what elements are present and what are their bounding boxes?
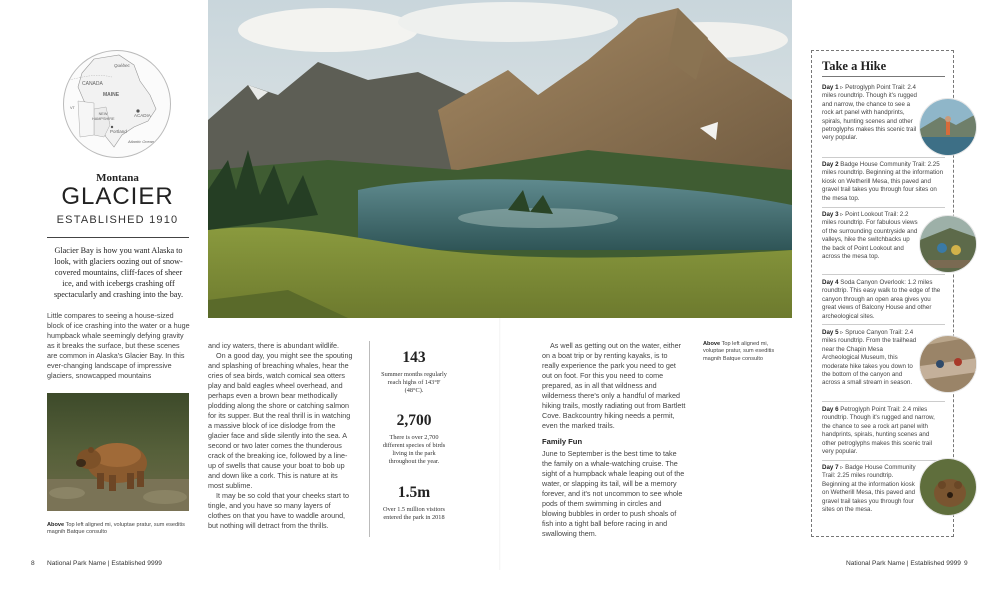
column-1-paragraph-1: and icy waters, there is abundant wildlife. xyxy=(208,341,340,350)
hike-day-4 xyxy=(822,279,945,321)
hike-day-label: Day 5 xyxy=(822,329,839,336)
caption-label: Above xyxy=(47,522,65,528)
hike-day-label: Day 1 xyxy=(822,84,839,91)
map-label-portland: Portland xyxy=(110,129,127,134)
hike-day-text: Spruce Canyon Trail: 2.4 miles roundtrip. From the trailhead near the Chapin Mesa Archeological Museum, this moderate hike takes you down to the bottom of the canyon and across a small stream in season. xyxy=(822,329,917,387)
hike-day-label: Day 2 xyxy=(822,161,839,168)
hikers-camp-photo xyxy=(919,215,977,273)
hike-day-6 xyxy=(822,406,945,456)
hike-day-text: Petroglyph Point Trail: 2.4 miles roundtrip. Though it's rugged and narrow, the chance to see a rock art panel with handprints, spirals, hunting scenes and other petroglyphs makes this scenic trail very popular. xyxy=(822,84,917,142)
map-label-quebec: Québec xyxy=(114,63,130,68)
established-line: ESTABLISHED 1910 xyxy=(56,214,179,226)
hike-divider xyxy=(822,207,945,208)
hero-photo-mountain-lake xyxy=(208,0,792,318)
hike-day-5 xyxy=(822,329,920,388)
hike-day-text: Petroglyph Point Trail: 2.4 miles roundtrip. Though it's rugged and narrow, the chance to see a rock art panel with handprints, spirals, hunting scenes and other petroglyphs makes this scenic trail very popular. xyxy=(822,406,935,456)
stat-summer-highs xyxy=(378,349,450,395)
rock-climbers-photo xyxy=(919,335,977,393)
take-a-hike-sidebar xyxy=(811,50,954,537)
caption-text: Top left aligned mi, voluptae pratur, sum eseditis magnih Batque consulto xyxy=(703,341,775,362)
column-1-paragraph-3: It may be so cold that your cheeks start to tingle, and you have so many layers of clothes on that you have to waddle around, but nothing will detract from the thrills. xyxy=(208,491,350,530)
caption-label: Above xyxy=(703,341,721,347)
stat-label: Summer months regularly reach highs of 143°F (48°C). xyxy=(381,371,447,394)
stat-value: 1.5m xyxy=(397,484,431,501)
hike-day-text: Badge House Community Trail: 2.25 miles roundtrip. Beginning at the information kiosk on Wetherill Mesa, this paved and gravel trail takes you through four sites on the mesa top. xyxy=(822,161,944,202)
stat-value: 143 xyxy=(402,349,426,366)
hike-divider xyxy=(822,324,945,325)
park-title: GLACIER xyxy=(61,183,174,210)
hike-divider xyxy=(822,274,945,275)
arrow-icon: ▹ xyxy=(840,84,844,91)
hike-day-label: Day 3 xyxy=(822,211,839,218)
family-fun-heading: Family Fun xyxy=(542,437,583,446)
map-label-canada: CANADA xyxy=(82,81,103,87)
body-column-3 xyxy=(542,341,686,539)
locator-map xyxy=(63,50,171,158)
state-name: Montana xyxy=(96,172,139,184)
stat-value: 2,700 xyxy=(396,412,432,429)
hike-day-label: Day 7 xyxy=(822,464,839,471)
portland-marker xyxy=(111,126,113,128)
column-1-paragraph-2: On a good day, you might see the spouting and splashing of breaching whales, hear the cries of sea birds, watch comical sea otters play and bald eagles wheel overhead, and perhaps even a brown bear methodically plodding along the shore or catching salmon for its supper. But the real thrill is in watching a massive block of ice dislodge from the glacier face and slide silently into the sea. A second or two later comes the thunderous crack of the breaking ice, followed by a line-up of swells that cause your boat to bob up and down like a cork. This is nature at its most sublime. xyxy=(208,351,353,490)
stats-divider xyxy=(369,341,370,537)
column-3-paragraph-2: June to September is the best time to take the family on a whale-watching cruise. The sight of a humpback whale leaping out of the water, or slapping its tail, will be a memory forever, and it's not uncommon to see whole pods of them swimming in circles and blowing bubbles in order to push shoals of fish into a tight ball before racing in and swallowing them. xyxy=(542,449,685,538)
page-number-left: 8 xyxy=(31,560,35,567)
hike-divider xyxy=(822,157,945,158)
stat-bird-species xyxy=(378,412,450,466)
bear-cub-photo xyxy=(919,458,977,516)
hike-divider xyxy=(822,460,945,461)
hike-title-divider xyxy=(822,76,945,77)
intro-standfirst: Glacier Bay is how you want Alaska to look, with glaciers oozing out of snow-covered mountains, cliff-faces of sheer ice, and with icebergs crashing off spectacularly and crashing into the bay. xyxy=(53,246,184,299)
hike-day-label: Day 4 xyxy=(822,279,839,286)
bear-photo xyxy=(47,393,189,511)
hero-photo-caption xyxy=(703,341,783,363)
hike-day-text: Point Lookout Trail: 2.2 miles roundtrip. For fabulous views of the surrounding countryside and valleys, hike the switchbacks up the back of Point Lookout and across the mesa top. xyxy=(822,211,918,261)
arrow-icon: ▹ xyxy=(840,464,844,471)
hike-day-7 xyxy=(822,464,920,514)
running-footer-right: National Park Name | Established 9999 xyxy=(846,560,961,567)
arrow-icon: ▹ xyxy=(840,211,844,218)
page-number-right: 9 xyxy=(964,560,968,567)
hike-title: Take a Hike xyxy=(822,59,887,73)
caption-text: Top left aligned mi, voluptae pratur, sum eseditis magnih Batque consulto xyxy=(47,522,185,536)
hiker-lake-photo xyxy=(919,98,977,156)
hike-day-1 xyxy=(822,84,920,143)
hike-day-3 xyxy=(822,211,920,261)
title-divider xyxy=(47,237,189,238)
map-label-atlantic: Atlantic Ocean xyxy=(128,139,155,144)
bear-photo-caption xyxy=(47,522,189,537)
hike-divider xyxy=(822,401,945,402)
stat-label: Over 1.5 million visitors entered the park in 2018 xyxy=(383,506,445,521)
hike-day-label: Day 6 xyxy=(822,406,839,413)
body-column-1 xyxy=(208,341,353,531)
map-label-maine: MAINE xyxy=(103,92,120,98)
running-footer-left: National Park Name | Established 9999 xyxy=(47,560,162,567)
hike-day-2 xyxy=(822,161,945,203)
map-label-acadia: ACADIA xyxy=(134,113,151,118)
column-3-paragraph-1: As well as getting out on the water, either on a boat trip or by renting kayaks, is to really experience the park you need to get out on foot. For this you need to come prepared, as in all that wildness and wilderness there's only a handful of marked hiking trails, mostly radiating out from Bartlett Cove. Backcountry hiking needs a permit, even the marked trails. xyxy=(542,341,686,430)
stat-label: There is over 2,700 different species of birds living in the park throughout the year. xyxy=(382,434,446,465)
arrow-icon: ▹ xyxy=(840,329,844,336)
map-label-vermont: VT xyxy=(70,106,75,110)
hike-day-text: Soda Canyon Overlook: 1.2 miles roundtrip. This easy walk to the edge of the canyon through an open area gives you great views of Balcony House and other archeological sites. xyxy=(822,279,941,320)
left-body-text: Little compares to seeing a house-sized block of ice crashing into the water or a huge humpback whale seemingly defying gravity as it breaks the surface, but these scenes are common in Alaska's Glacier Bay. In this ever-changing landscape of impressive glaciers, snowcapped mountains xyxy=(47,311,190,380)
map-label-new-hampshire: NEW HAMPSHIRE xyxy=(92,112,115,121)
hike-day-text: Badge House Community Trail: 2.25 miles roundtrip. Beginning at the information kiosk on Wetherill Mesa, this paved and gravel trail takes you through four sites on the mesa. xyxy=(822,464,916,514)
stat-visitors xyxy=(378,484,450,522)
